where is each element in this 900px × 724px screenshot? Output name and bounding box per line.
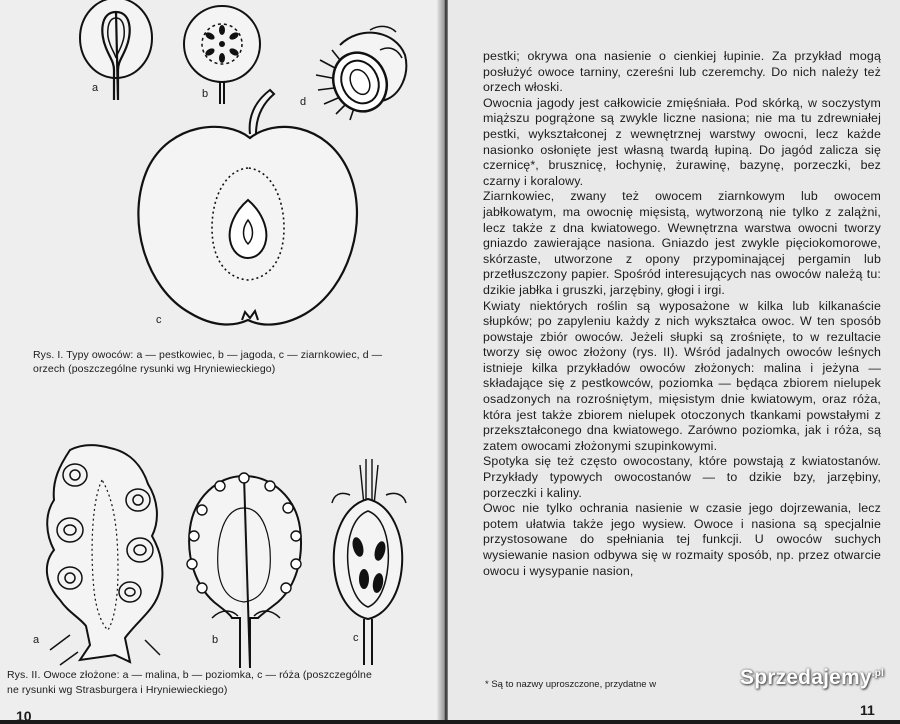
figure2-malina-drawing (30, 440, 180, 670)
figure1-ziarnkowiec-drawing (130, 88, 370, 338)
right-page-body-text (483, 49, 881, 579)
figure1-caption-line1: Rys. I. Typy owoców: a — pestkowiec, b — jagoda, c — ziarnkowiec, d — (33, 349, 383, 361)
watermark-suffix: .pl (871, 668, 885, 679)
paragraph-1: pestki; okrywa ona nasienie o cienkiej łupinie. Za przykład mogą posłużyć owoce tarniny, czereśni lub czeremchy. Do nich należy też orzech włoski. (483, 49, 881, 95)
paragraph-5: Spotyka się też często owocostany, które powstają z kwiatostanów. Przykłady typowych owocostanów — to dzikie bzy, jarzębiny, porzeczki i kaliny. (483, 454, 881, 500)
figure2-label-a: a (33, 634, 40, 646)
watermark-text: Sprzedajemy (740, 666, 872, 689)
figure2-caption-line1: Rys. II. Owoce złożone: a — malina, b — poziomka, c — róża (poszczególne (7, 669, 372, 681)
footnote: * Są to nazwy uproszczone, przydatne w (485, 679, 657, 690)
figure2-caption-line2: ne rysunki wg Strasburgera i Hryniewieckiego) (7, 684, 228, 696)
figure2-label-b: b (212, 634, 219, 646)
figure1-label-c: c (156, 314, 162, 326)
figure2-roza-drawing (320, 455, 420, 665)
left-page (0, 0, 445, 724)
right-page-number: 11 (860, 702, 875, 718)
paragraph-2: Owocnia jagody jest całkowicie zmięśniała. Pod skórką, w soczystym miąższu pogrążone są zwykle liczne nasiona; nie ma tu zdrewniałej pestki, wykształconej z wewnętrznej warstwy owocni, lecz każde nasionko osłonięte jest własną twardą łupiną. Do jagód zalicza się czernicę*, brusznicę, łochynię, żurawinę, bazynę, porzeczki, bez czarny i koralowy. (483, 95, 881, 188)
figure1-label-a: a (92, 82, 99, 94)
paragraph-3: Ziarnkowiec, zwany też owocem ziarnkowym lub owocem jabłkowatym, ma owocnię mięsistą, wytworzoną nie tylko z zalążni, lecz także z dna kwiatowego. Wewnętrzna warstwa owocni tworzy gniazdo zawierające nasiona. Gniazdo jest zwykle pięciokomorowe, skórzaste, utworzone z opony przypominającej pergamin lub przetłuszczony papier. Spośród interesujących nas owoców należą tu: dzikie jabłka i gruszki, jarzębiny, głogi i irgi. (483, 189, 881, 297)
figure1-caption-line2: orzech (poszczególne rysunki wg Hryniewieckiego) (33, 363, 276, 375)
watermark-logo (740, 666, 884, 690)
left-page-number: 10 (16, 708, 32, 724)
figure2-poziomka-drawing (172, 468, 322, 668)
paragraph-4: Kwiaty niektórych roślin są wyposażone w kilka lub kilkanaście słupków; po zapyleniu każdy z nich wykształca owoc. W ten sposób powstaje zbiór owoców. Jeżeli słupki są zrośnięte, to w rezultacie tworzy się owoc złożony (rys. II). Wśród jadalnych owoców leśnych istnieje kilka przykładów owoców złożonych: malina i jeżyna — składające się z pestkowców, poziomka — będąca zbiorem nielupek osadzonych na rozrośniętym, mięsistym dnie kwiatowym, oraz róża, która jest także zbiorem nielupek otoczonych tkankami powstałymi z przekształconego dna kwiatowego. Zarówno poziomka, jak i róża, są zatem owocami złożonymi szupinkowymi. (483, 298, 881, 453)
figure1-label-b: b (202, 88, 209, 100)
figure2-label-c: c (353, 632, 359, 644)
paragraph-6: Owoc nie tylko ochrania nasienie w czasie jego dojrzewania, lecz potem ułatwia także jego wysiew. Owoce i nasiona są specjalnie przystosowane do spełniania tej funkcji. U owoców suchych wysiewanie nasion odbywa się w rozmaity sposób, np. przez otwarcie owocu i wysypanie nasion, (483, 501, 881, 578)
figure1-label-d: d (300, 96, 307, 108)
